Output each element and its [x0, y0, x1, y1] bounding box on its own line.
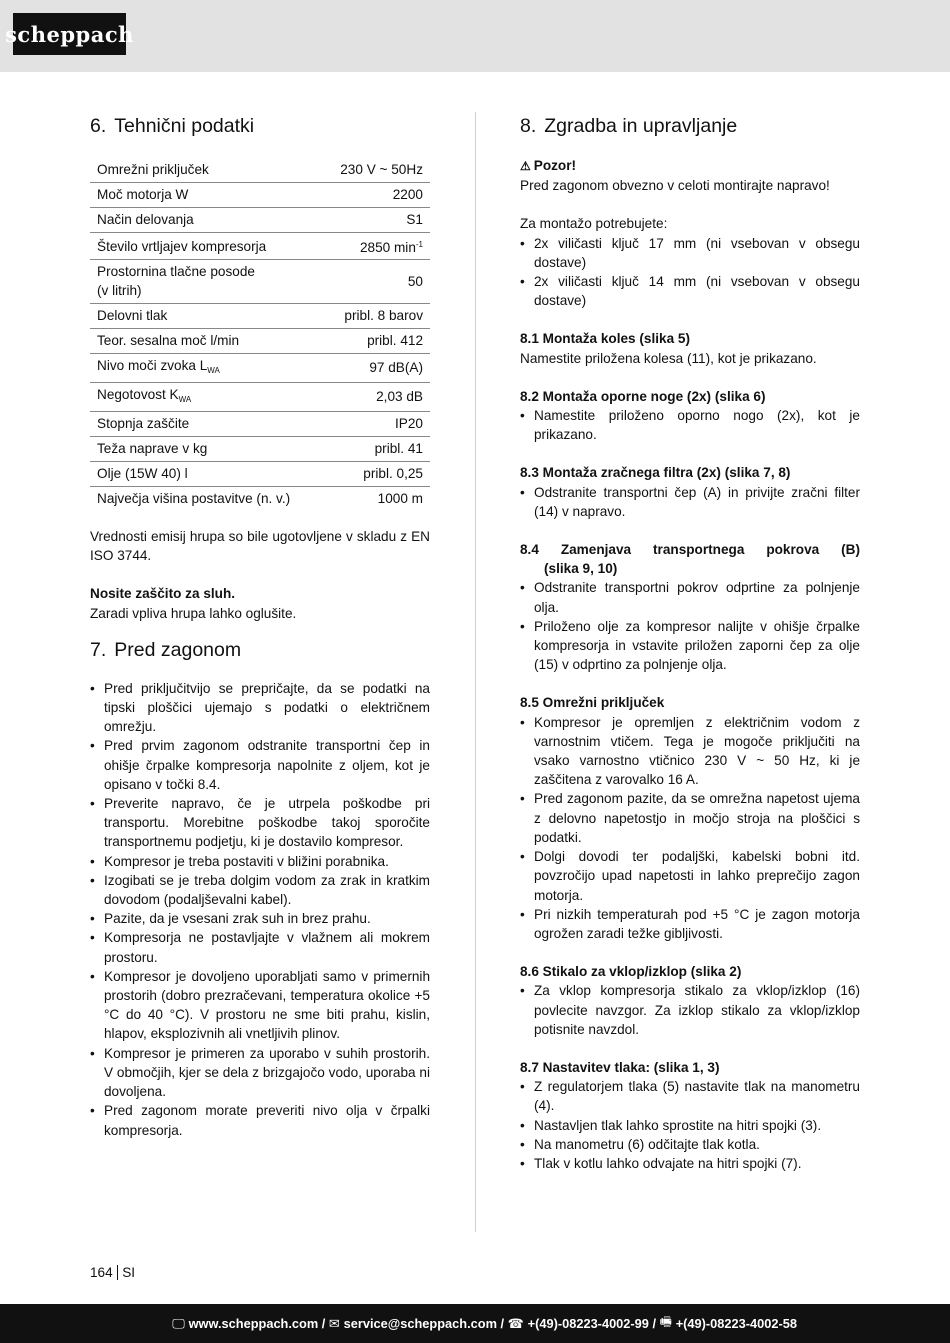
spec-label: Način delovanja: [97, 212, 194, 228]
computer-icon: 🖵: [172, 1315, 185, 1331]
section-8-7-list: [520, 1077, 860, 1173]
contact-bar: 🖵 www.scheppach.com / ✉ service@scheppach.com / ☎ +(49)-08223-4002-99 / 🖷 +(49)-08223-4002-58: [0, 1304, 950, 1343]
list-item: • 2x viličasti ključ 14 mm (ni vsebovan v obsegu dostave): [520, 272, 860, 310]
list-item: • Kompresor je opremljen z električnim vodom z varnostnim vtičem. Tega je mogoče priključiti na vsako varnostno vtičnico 230 V ~ 50 Hz, ki je zaščitena z varovalko 16 A.: [520, 713, 860, 790]
technical-data-table: [90, 158, 430, 511]
list-item: • Priloženo olje za kompresor nalijte v ohišje črpalke kompresorja in vstavite priložen zaporni čep za olje (15) v odprtino za polnjenje olja.: [520, 617, 860, 675]
page-separator: [117, 1265, 119, 1280]
spec-row: [90, 328, 430, 353]
spec-label: Moč motorja W: [97, 187, 189, 203]
spec-label: Nivo moči zvoka $L_{WA}$: [97, 357, 220, 375]
spec-label: Delovni tlak: [97, 308, 168, 323]
list-item: • Dolgi dovodi ter podaljški, kabelski bobni itd. povzročijo upad napetosti in lahko preprečijo zagon motorja.: [520, 847, 860, 905]
spec-row: [90, 462, 430, 487]
column-divider: [475, 112, 476, 1232]
spec-row: [90, 303, 430, 328]
spec-label: Teor. sesalna moč l/min: [97, 333, 240, 348]
list-item: • Z regulatorjem tlaka (5) nastavite tlak na manometru (4).: [520, 1077, 860, 1115]
section-8-5-list: [520, 713, 860, 943]
spec-value: 230 V ~ 50Hz: [340, 162, 423, 178]
list-item: • Na manometru (6) odčitajte tlak kotla.: [520, 1135, 860, 1154]
list-item: • Za vklop kompresorja stikalo za vklop/izklop (16) povlecite navzgor. Za izklop stikalo za vklop/izklop potisnite navzdol.: [520, 981, 860, 1039]
list-item: • Namestite priloženo oporno nogo (2x), kot je prikazano.: [520, 406, 860, 444]
hearing-protection-title: Nosite zaščito za sluh.: [90, 586, 236, 602]
fax-number: +(49)-08223-4002-58: [675, 1316, 797, 1331]
spec-value: 97 dB(A): [369, 360, 423, 376]
left-column: [90, 112, 430, 1140]
list-item: • Kompresor je treba postaviti v bližini porabnika.: [90, 852, 430, 871]
spec-label: Teža naprave v kg: [97, 441, 208, 457]
list-item: • Preverite napravo, če je utrpela poškodbe pri transportu. Morebitne poškodbe takoj sporočite transportnemu podjetju, ki je dostavilo kompresor.: [90, 794, 430, 852]
section-7-heading: 7. Pred zagonom: [90, 638, 242, 661]
section-8-7-title: 8.7 Nastavitev tlaka: (slika 1, 3): [520, 1059, 720, 1075]
list-item: • Nastavljen tlak lahko sprostite na hitri spojki (3).: [520, 1116, 860, 1135]
spec-value: 1000 m: [377, 491, 423, 507]
spec-value: pribl. 8 barov: [344, 308, 423, 323]
right-column: [520, 112, 860, 1173]
scheppach-logo: scheppach: [13, 13, 126, 55]
spec-value: pribl. 412: [367, 333, 423, 348]
phone-number: +(49)-08223-4002-99: [527, 1316, 649, 1331]
list-item: • 2x viličasti ključ 17 mm (ni vsebovan v obsegu dostave): [520, 234, 860, 272]
spec-row: [90, 208, 430, 233]
spec-value: 50: [407, 273, 423, 289]
list-item: • Izogibati se je treba dolgim vodom za zrak in kratkim dovodom (podaljševalni kabel).: [90, 871, 430, 909]
emission-note: Vrednosti emisij hrupa so bile ugotovljene v skladu z EN ISO 3744.: [90, 529, 430, 564]
section-8-heading: 8. Zgradba in upravljanje: [520, 115, 738, 137]
spec-label: Negotovost $K_{WA}$: [97, 386, 192, 404]
spec-label: Število vrtljajev kompresorja: [97, 238, 267, 254]
spec-value: IP20: [395, 416, 423, 432]
spec-row: [90, 437, 430, 462]
spec-label: Omrežni priključek: [97, 162, 209, 178]
hearing-protection-text: Zaradi vpliva hrupa lahko oglušite.: [90, 605, 297, 621]
list-item: • Odstranite transportni čep (A) in privijte zračni filter (14) v napravo.: [520, 483, 860, 521]
list-item: • Odstranite transportni pokrov odprtine za polnjenje olja.: [520, 578, 860, 616]
tools-intro: Za montažo potrebujete:: [520, 216, 668, 232]
spec-label: Največja višina postavitve (n. v.): [97, 491, 291, 507]
section-8-1-text: Namestite priložena kolesa (11), kot je prikazano.: [520, 350, 817, 366]
list-item: • Tlak v kotlu lahko odvajate na hitri spojki (7).: [520, 1154, 860, 1173]
section-8-3-list: [520, 483, 860, 521]
spec-label: Stopnja zaščite: [97, 416, 190, 432]
warning-triangle-icon: ⚠: [520, 159, 531, 173]
section-8-6-list: [520, 981, 860, 1039]
list-item: • Kompresorja ne postavljajte v vlažnem ali mokrem prostoru.: [90, 928, 430, 966]
section-7-list: [90, 679, 430, 1140]
spec-row: [90, 382, 430, 411]
warning-title: ⚠ Pozor!: [520, 158, 577, 173]
list-item: • Pred zagonom morate preveriti nivo olja v črpalki kompresorja.: [90, 1101, 430, 1139]
spec-row: [90, 353, 430, 382]
list-item: • Pred prvim zagonom odstranite transportni čep in ohišje črpalke kompresorja napolnite z oljem, kot je opisano v točki 8.4.: [90, 736, 430, 794]
spec-row: [90, 487, 430, 512]
list-item: • Kompresor je dovoljeno uporabljati samo v primernih prostorih (dobro prezračevani, temperatura okolice +5 °C do 40 °C). V prostoru ne sme biti prahu, kislin, hlapov, eksplozivnih ali vnetljivih plinov.: [90, 967, 430, 1044]
spec-value: 2200: [392, 187, 423, 203]
email-link[interactable]: service@scheppach.com: [343, 1316, 497, 1331]
spec-value: pribl. 0,25: [363, 466, 423, 482]
spec-value: pribl. 41: [374, 441, 423, 457]
website-link[interactable]: www.scheppach.com: [188, 1316, 319, 1331]
spec-value: 2,03 dB: [376, 389, 423, 405]
section-8-4-title-cont: (slika 9, 10): [544, 561, 618, 577]
spec-row: [90, 260, 430, 303]
list-item: • Pazite, da je vsesani zrak suh in brez prahu.: [90, 909, 430, 928]
list-item: • Kompresor je primeren za uporabo v suhih prostorih. V območjih, kjer se dela z brizgajočo vodo, uporaba ni dovoljena.: [90, 1044, 430, 1102]
warning-text: Pred zagonom obvezno v celoti montirajte napravo!: [520, 178, 830, 194]
section-8-6-title: 8.6 Stikalo za vklop/izklop (slika 2): [520, 964, 742, 980]
list-item: • Pri nizkih temperaturah pod +5 °C je zagon motorja ogrožen zaradi težke gibljivosti.: [520, 905, 860, 943]
fax-icon: 🖷: [659, 1313, 672, 1329]
spec-row: [90, 158, 430, 183]
section-8-2-list: [520, 406, 860, 444]
header-bar: [0, 0, 950, 72]
list-item: • Pred zagonom pazite, da se omrežna napetost ujema z delovno napetostjo in močjo stroja na ploščici s podatki.: [520, 789, 860, 847]
section-6-heading: 6. Tehnični podatki: [90, 115, 255, 137]
spec-value: S1: [406, 212, 423, 228]
section-8-2-title: 8.2 Montaža oporne noge (2x) (slika 6): [520, 388, 766, 404]
page-number: 164 SI: [90, 1265, 136, 1280]
section-8-1-title: 8.1 Montaža koles (slika 5): [520, 331, 690, 347]
spec-value: 2850 $\min^{-1}$: [359, 240, 423, 255]
list-item: • Pred priključitvijo se prepričajte, da se podatki na tipski ploščici ujemajo s podatki o električnem omrežju.: [90, 679, 430, 737]
section-8-3-title: 8.3 Montaža zračnega filtra (2x) (slika 7, 8): [520, 465, 791, 481]
section-8-5-title: 8.5 Omrežni priključek: [520, 695, 665, 711]
spec-label: Olje (15W 40) l: [97, 466, 188, 482]
phone-icon: ☎: [507, 1315, 524, 1331]
spec-label: Prostornina tlačne posode (v litrih): [97, 264, 255, 299]
section-8-4-list: [520, 578, 860, 674]
tools-list: [520, 234, 860, 311]
spec-row: [90, 233, 430, 260]
section-8-4-title: 8.4 Zamenjava transportnega pokrova (B): [520, 542, 860, 558]
spec-row: [90, 183, 430, 208]
spec-row: [90, 412, 430, 437]
mail-icon: ✉: [328, 1315, 340, 1331]
